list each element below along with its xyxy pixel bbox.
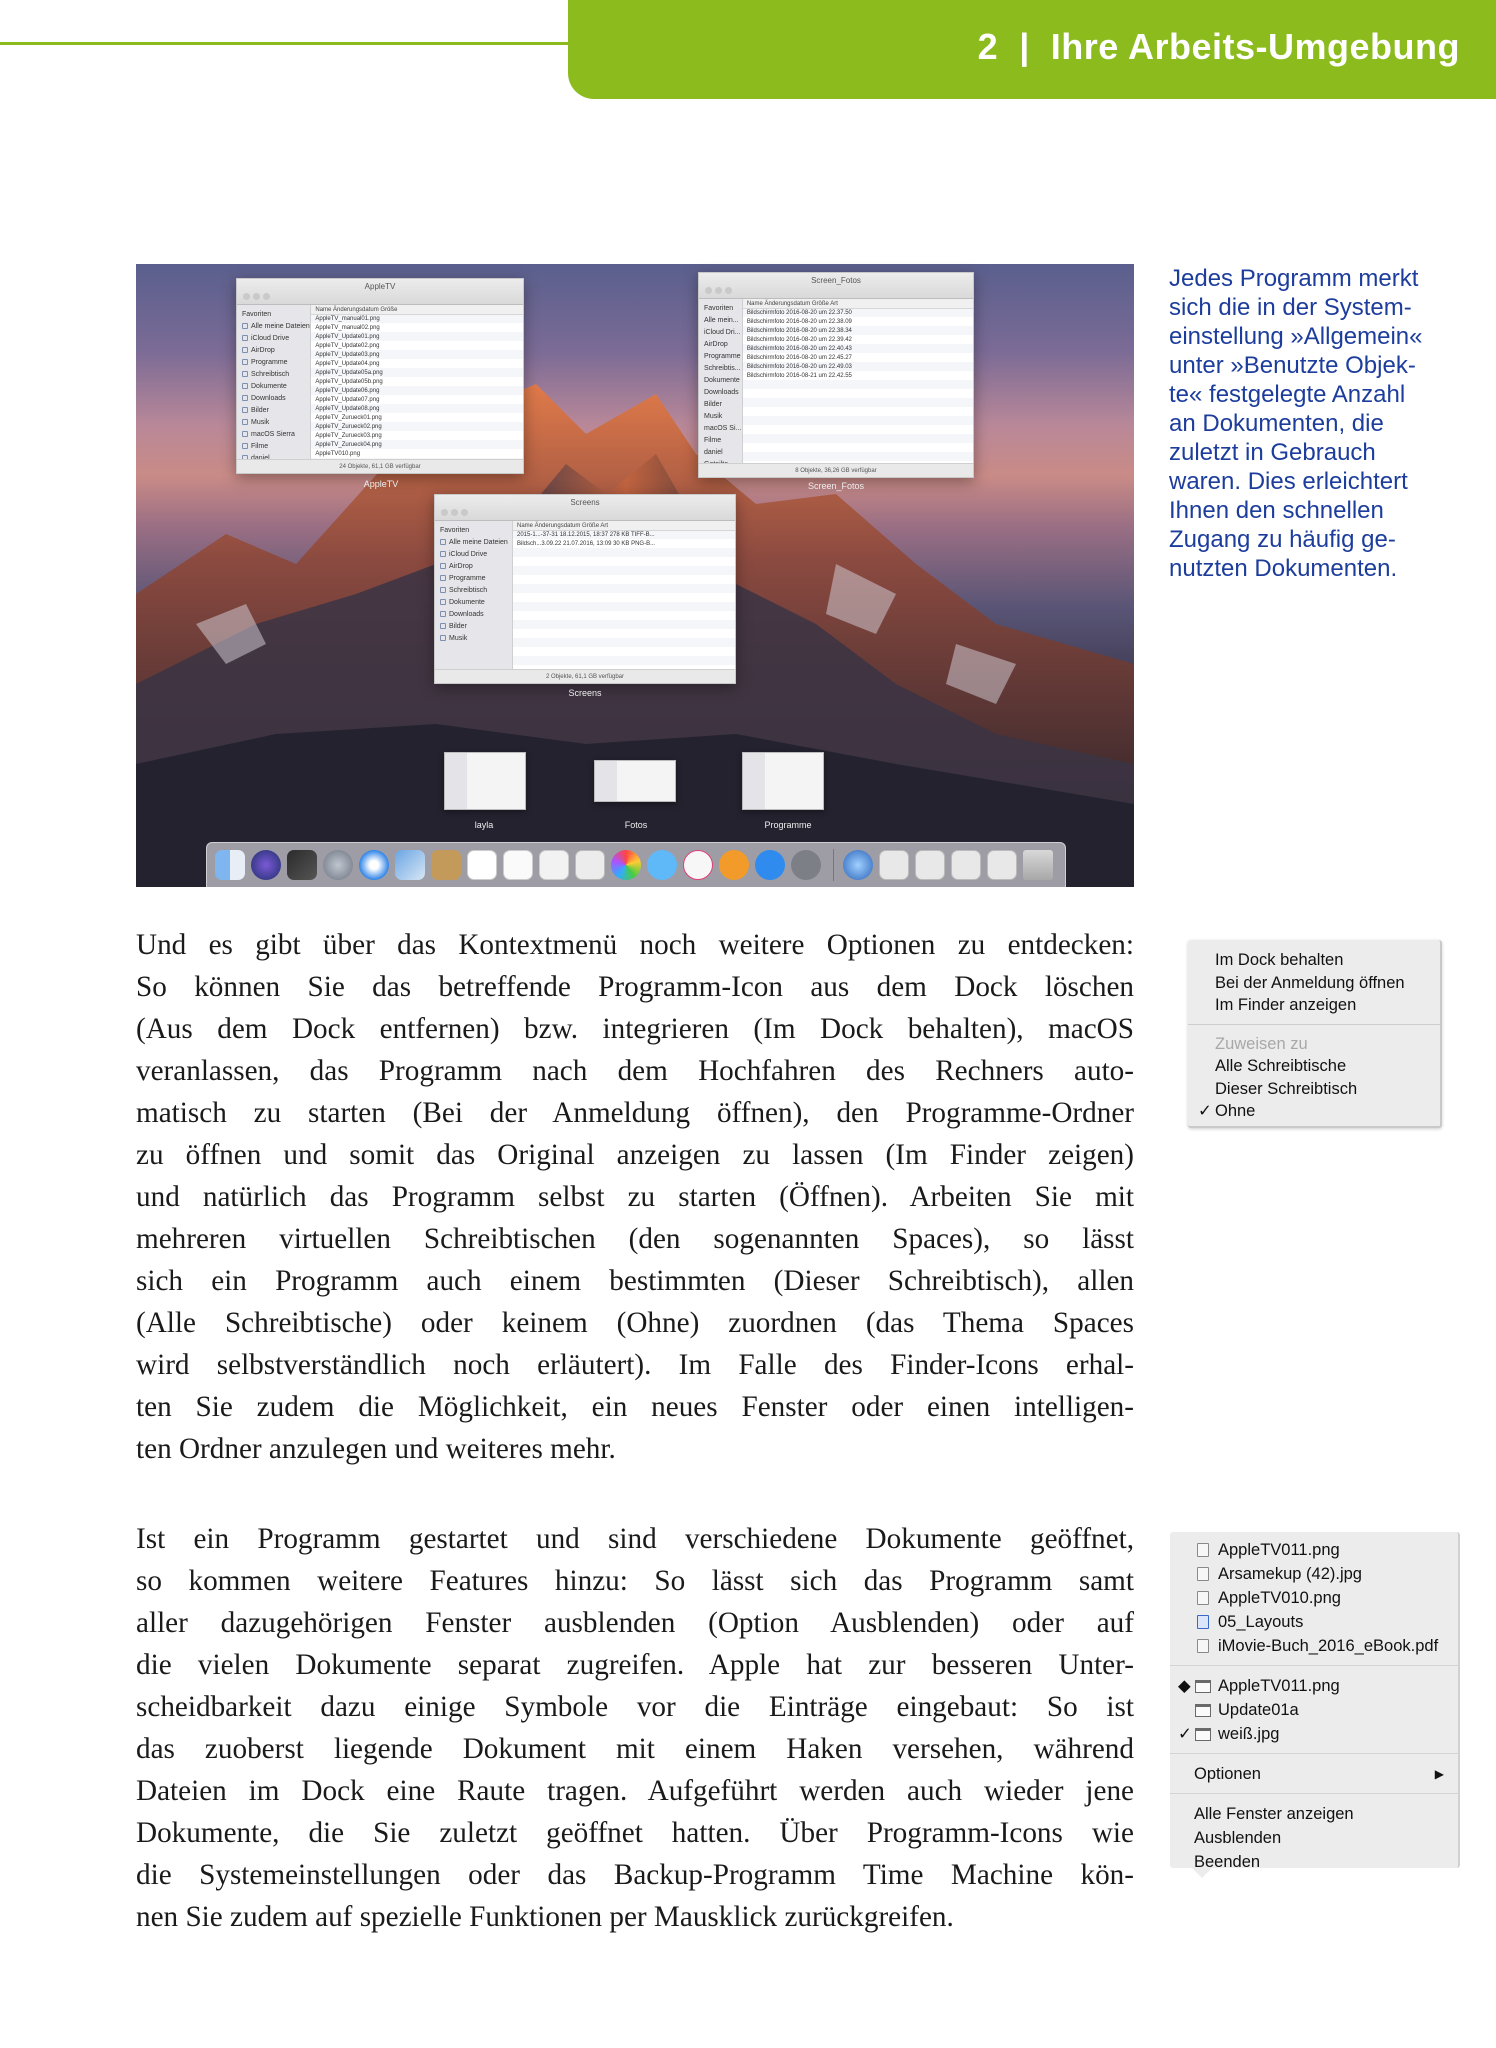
reminders-icon[interactable] (539, 850, 569, 880)
text-line: scheidbarkeit dazu einige Symbole vor die Einträge eingebaut: So ist (136, 1691, 1134, 1723)
chapter-heading (978, 26, 1460, 68)
space-label: Programme (764, 820, 812, 830)
launchpad-icon[interactable] (323, 850, 353, 880)
file-row[interactable]: AppleTV_Update03.png (315, 352, 380, 358)
document-stack-icon[interactable] (915, 850, 945, 880)
text-line: (Aus dem Dock entfernen) bzw. integrieren (Im Dock behalten), macOS (136, 1013, 1134, 1045)
text-line: veranlassen, das Programm nach dem Hochfahren des Rechners auto- (136, 1055, 1134, 1087)
finder-sidebar (237, 305, 311, 459)
text-line: das zuoberst liegende Dokument mit einem Haken versehen, während (136, 1733, 1134, 1765)
file-row[interactable]: AppleTV_Update01.png (315, 334, 380, 340)
sidebar-item: daniel (704, 449, 723, 456)
file-row[interactable]: AppleTV_Zurueck01.png (315, 415, 382, 421)
file-list (311, 305, 523, 459)
menu-item-keep-in-dock[interactable]: Im Dock behalten (1215, 951, 1344, 969)
sidebar-item: Programme (242, 357, 305, 369)
menu-header-assign-to: Zuweisen zu (1215, 1034, 1308, 1053)
finder-window-screen-fotos[interactable] (698, 272, 974, 478)
text-line: die vielen Dokumente separat zugreifen. Apple hat zur besseren Unter- (136, 1649, 1134, 1681)
music-icon (440, 635, 446, 641)
sidebar-item: Dokumente (704, 377, 740, 384)
caption-line: te« festgelegte Anzahl (1169, 381, 1406, 408)
mail-icon[interactable] (395, 850, 425, 880)
chapter-header-bar (568, 0, 1496, 99)
siri-icon[interactable] (251, 850, 281, 880)
file-row[interactable]: AppleTV_Zurueck03.png (315, 433, 382, 439)
text-line: Und es gibt über das Kontextmenü noch weitere Optionen zu entdecken: (136, 929, 1134, 961)
dashboard-icon[interactable] (287, 850, 317, 880)
window-icon (1195, 1728, 1211, 1741)
menu-separator (1170, 1793, 1458, 1794)
column-headers: Name Änderungsdatum Größe Art (743, 299, 973, 309)
caption-line: einstellung »Allgemein« (1169, 323, 1423, 350)
file-row[interactable]: Bildschirmfoto 2016-08-20 um 22.49.03 (746, 364, 852, 370)
calendar-icon[interactable] (467, 850, 497, 880)
sidebar-item: Musik (242, 417, 305, 429)
sidebar-item: AirDrop (704, 341, 728, 348)
open-window-item[interactable]: Update01a (1170, 1698, 1458, 1722)
disk-icon (242, 431, 248, 437)
body-paragraph-documents (136, 1518, 1134, 1938)
music-icon (242, 419, 248, 425)
film-icon (242, 443, 248, 449)
window-status-bar: 24 Objekte, 61,1 GB verfügbar (237, 459, 523, 473)
menu-item-all-desktops[interactable]: Alle Schreibtische (1215, 1057, 1347, 1075)
caption-line: Zugang zu häufig ge- (1169, 526, 1396, 553)
submenu-arrow-icon: ▶ (1434, 1767, 1444, 1781)
folder-icon (440, 539, 446, 545)
file-row[interactable]: Bildschirmfoto 2016-08-20 um 22.38.34 (746, 328, 852, 334)
document-stack-icon[interactable] (987, 850, 1017, 880)
file-row[interactable]: AppleTV_Update08.png (315, 406, 380, 412)
image-file-icon (1197, 1543, 1209, 1557)
finder-sidebar (435, 521, 513, 669)
text-line: ten Ordner anzulegen und weiteres mehr. (136, 1433, 616, 1465)
sidebar-item: Schreibtis... (704, 365, 741, 372)
menu-separator (1170, 1753, 1458, 1754)
window-status-bar: 2 Objekte, 61,1 GB verfügbar (435, 669, 735, 683)
header-rule (0, 42, 575, 45)
menu-separator (1188, 1024, 1440, 1025)
text-line: So können Sie das betreffende Programm-Icon aus dem Dock löschen (136, 971, 1134, 1003)
menu-item-open-at-login[interactable]: Bei der Anmeldung öffnen (1215, 973, 1405, 992)
sidebar-item: macOS Si... (704, 425, 742, 432)
figure-caption (1169, 264, 1469, 583)
download-icon (440, 611, 446, 617)
sidebar-item: Alle meine Dateien (440, 537, 507, 549)
sidebar-item: Bilder (440, 621, 507, 633)
image-icon (440, 623, 446, 629)
apps-icon (440, 575, 446, 581)
text-line: (Alle Schreibtische) oder keinem (Ohne) zuordnen (das Thema Spaces (136, 1307, 1134, 1339)
sidebar-item: AirDrop (242, 345, 305, 357)
file-row[interactable]: AppleTV_Update05a.png (315, 370, 383, 376)
open-window-item[interactable]: ✓ weiß.jpg (1170, 1722, 1458, 1746)
file-row[interactable]: AppleTV_Zurueck02.png (315, 424, 382, 430)
column-headers: Name Änderungsdatum Größe (311, 305, 523, 315)
file-row[interactable]: AppleTV_Update07.png (315, 397, 380, 403)
sidebar-item: Downloads (704, 389, 739, 396)
sidebar-item: AirDrop (440, 561, 507, 573)
file-row[interactable]: Bildschirmfoto 2016-08-21 um 22.42.55 (746, 373, 852, 379)
window-label-screen-fotos: Screen_Fotos (807, 481, 865, 491)
sidebar-item: Bilder (704, 401, 722, 408)
open-window-item[interactable]: ◆ AppleTV011.png (1170, 1674, 1458, 1698)
window-titlebar[interactable] (435, 495, 735, 521)
file-row[interactable]: Bildschirmfoto 2016-08-20 um 22.38.09 (746, 319, 852, 325)
space-thumbnail[interactable] (444, 752, 526, 810)
window-label-appletv: AppleTV (363, 479, 399, 489)
cloud-icon (242, 335, 248, 341)
sidebar-item: iCloud Drive (440, 549, 507, 561)
text-line: zu öffnen und somit das Original anzeigen zu lassen (Im Finder zeigen) (136, 1139, 1134, 1171)
system-preferences-icon[interactable] (791, 850, 821, 880)
apps-icon (242, 359, 248, 365)
mission-control-screenshot (136, 264, 1134, 887)
contacts-icon[interactable] (431, 850, 461, 880)
messages-icon[interactable] (647, 850, 677, 880)
text-line: Dokumente, die Sie zuletzt geöffnet hatten. Über Programm-Icons wie (136, 1817, 1134, 1849)
finder-window-appletv[interactable] (236, 278, 524, 474)
file-row[interactable]: AppleTV_Update02.png (315, 343, 380, 349)
layout-file-icon (1197, 1615, 1209, 1629)
text-line: und natürlich das Programm selbst zu starten (Öffnen). Arbeiten Sie mit (136, 1181, 1134, 1213)
menu-item-none[interactable] (1188, 1100, 1440, 1123)
text-line: wird selbstverständlich noch erläutert). Im Falle des Finder-Icons erhal- (136, 1349, 1134, 1381)
window-title: Screen_Fotos (811, 276, 861, 285)
file-row[interactable]: 2015-1...-37-31 18.12.2015, 18:37 278 KB TIFF-B... (517, 532, 655, 538)
file-row[interactable]: Bildschirmfoto 2016-08-20 um 22.39.42 (746, 337, 852, 343)
recent-file-item[interactable]: 05_Layouts (1170, 1610, 1458, 1634)
recent-file-item[interactable]: Arsamekup (42).jpg (1170, 1562, 1458, 1586)
safari-icon[interactable] (359, 850, 389, 880)
dock-separator (833, 849, 834, 881)
window-titlebar[interactable] (699, 273, 973, 299)
document-icon (440, 599, 446, 605)
space-thumbnail[interactable] (594, 760, 676, 802)
document-stack-icon[interactable] (879, 850, 909, 880)
sidebar-item: Schreibtisch (440, 585, 507, 597)
caption-line: waren. Dies erleichtert (1169, 468, 1408, 495)
desktop-icon (440, 587, 446, 593)
photos-icon[interactable] (611, 850, 641, 880)
file-row[interactable]: AppleTV_Update04.png (315, 361, 380, 367)
menu-item-hide[interactable]: Ausblenden (1194, 1829, 1282, 1847)
sidebar-item: Alle meine Dateien (242, 321, 305, 333)
sidebar-item: Dokumente (242, 381, 305, 393)
checkmark-icon: ✓ (1198, 1102, 1212, 1120)
sidebar-item: Musik (440, 633, 507, 645)
recent-file-item[interactable]: AppleTV011.png (1170, 1538, 1458, 1562)
chapter-title: Ihre Arbeits-Umgebung (1050, 26, 1460, 67)
chapter-separator: | (1019, 26, 1030, 67)
caption-line: nutzten Dokumenten. (1169, 555, 1398, 582)
text-line: Dateien im Dock eine Raute tragen. Aufgeführt werden auch wieder jene (136, 1775, 1134, 1807)
menu-item-options[interactable]: Optionen ▶ (1170, 1762, 1458, 1786)
network-icon[interactable] (843, 850, 873, 880)
text-line: Ist ein Programm gestartet und sind verschiedene Dokumente geöffnet, (136, 1523, 1134, 1555)
file-row[interactable]: AppleTV_Update05b.png (315, 379, 383, 385)
cloud-icon (440, 551, 446, 557)
airdrop-icon (440, 563, 446, 569)
window-status-bar: 8 Objekte, 36,26 GB verfügbar (699, 463, 973, 477)
window-title: AppleTV (364, 282, 396, 291)
sidebar-item: Bilder (242, 405, 305, 417)
menu-item-show-in-finder[interactable]: Im Finder anzeigen (1215, 996, 1357, 1014)
sidebar-item: Programme (440, 573, 507, 585)
file-row[interactable]: Bildschirmfoto 2016-08-20 um 22.37.50 (746, 310, 852, 316)
sidebar-item: macOS Sierra (242, 429, 305, 441)
image-icon (242, 407, 248, 413)
sidebar-item: Downloads (242, 393, 305, 405)
menu-item-label: Ohne (1215, 1102, 1256, 1120)
checkmark-icon: ✓ (1178, 1725, 1192, 1743)
sidebar-item: Dokumente (440, 597, 507, 609)
caption-line: an Dokumenten, die (1169, 410, 1384, 437)
menu-separator (1170, 1665, 1458, 1666)
maps-icon[interactable] (575, 850, 605, 880)
file-row[interactable]: Bildsch...3.09.22 21.07.2016, 13:09 30 KB PNG-B... (517, 541, 656, 547)
recent-file-item[interactable]: iMovie-Buch_2016_eBook.pdf (1170, 1634, 1458, 1658)
caption-line: sich die in der System- (1169, 294, 1412, 321)
app-document-menu (1170, 1532, 1460, 1871)
window-title: Screens (570, 498, 600, 507)
download-icon (242, 395, 248, 401)
text-line: sich ein Programm auch einem bestimmten (Dieser Schreibtisch), allen (136, 1265, 1134, 1297)
body-paragraph-context-menu (136, 924, 1134, 1470)
window-icon (1195, 1680, 1211, 1693)
file-row[interactable]: AppleTV_Update06.png (315, 388, 380, 394)
recent-file-item[interactable]: AppleTV010.png (1170, 1586, 1458, 1610)
image-file-icon (1197, 1591, 1209, 1605)
sidebar-item: Favoriten (242, 311, 272, 318)
itunes-icon[interactable] (683, 850, 713, 880)
text-line: ten Sie zudem die Möglichkeit, ein neues Fenster oder einen intelligen- (136, 1391, 1134, 1423)
sidebar-item: Favoriten (440, 527, 470, 534)
trash-icon[interactable] (1023, 850, 1053, 880)
document-icon (242, 383, 248, 389)
space-label: layla (474, 820, 494, 830)
file-list (513, 521, 735, 669)
sidebar-item: Downloads (440, 609, 507, 621)
file-list (743, 299, 973, 463)
caption-line: Jedes Programm merkt (1169, 265, 1419, 292)
sidebar-item: Programme (704, 353, 741, 360)
space-thumbnail[interactable] (742, 752, 824, 810)
column-headers: Name Änderungsdatum Größe Art (513, 521, 735, 531)
text-line: so kommen weitere Features hinzu: So lässt sich das Programm samt (136, 1565, 1134, 1597)
sidebar-item: Alle mein... (704, 317, 739, 324)
file-row[interactable]: Bildschirmfoto 2016-08-20 um 22.45.27 (746, 355, 852, 361)
file-row[interactable]: AppleTV_manual02.png (315, 325, 380, 331)
image-file-icon (1197, 1567, 1209, 1581)
file-row[interactable]: AppleTV_manual01.png (315, 316, 380, 322)
caption-line: Ihnen den schnellen (1169, 497, 1384, 524)
app-store-icon[interactable] (755, 850, 785, 880)
text-line: aller dazugehörigen Fenster ausblenden (Option Ausblenden) oder auf (136, 1607, 1134, 1639)
window-label-screens: Screens (568, 688, 602, 698)
sidebar-item: Musik (704, 413, 723, 420)
dock-context-menu (1188, 940, 1442, 1128)
file-row[interactable]: Bildschirmfoto 2016-08-20 um 22.40.43 (746, 346, 852, 352)
folder-icon (242, 323, 248, 329)
text-line: nen Sie zudem auf spezielle Funktionen per Mausklick zurückgreifen. (136, 1901, 954, 1933)
finder-window-screens[interactable] (434, 494, 736, 684)
finder-sidebar (699, 299, 743, 463)
sidebar-item: Filme (242, 441, 305, 453)
text-line: matisch zu starten (Bei der Anmeldung öffnen), den Programme-Ordner (136, 1097, 1134, 1129)
text-line: die Systemeinstellungen oder das Backup-Programm Time Machine kön- (136, 1859, 1134, 1891)
caption-line: zuletzt in Gebrauch (1169, 439, 1376, 466)
notes-icon[interactable] (503, 850, 533, 880)
sidebar-item: iCloud Dri... (704, 329, 741, 336)
ibooks-icon[interactable] (719, 850, 749, 880)
sidebar-item: Schreibtisch (242, 369, 305, 381)
sidebar-item: Filme (704, 437, 722, 444)
desktop-icon (242, 371, 248, 377)
caption-line: unter »Benutzte Objek- (1169, 352, 1416, 379)
file-row[interactable]: AppleTV_Zurueck04.png (315, 442, 382, 448)
file-row[interactable]: AppleTV010.png (315, 451, 361, 457)
finder-icon[interactable] (215, 850, 245, 880)
text-line: mehreren virtuellen Schreibtischen (den sogenannten Spaces), so lässt (136, 1223, 1134, 1255)
dock (206, 842, 1066, 887)
window-titlebar[interactable] (237, 279, 523, 305)
document-stack-icon[interactable] (951, 850, 981, 880)
sidebar-item: Favoriten (704, 305, 734, 312)
airdrop-icon (242, 347, 248, 353)
pdf-file-icon (1197, 1639, 1209, 1653)
menu-item-this-desktop[interactable]: Dieser Schreibtisch (1215, 1079, 1358, 1098)
diamond-icon: ◆ (1178, 1677, 1191, 1695)
menu-item-show-all-windows[interactable]: Alle Fenster anzeigen (1194, 1805, 1354, 1823)
window-icon (1195, 1704, 1211, 1717)
menu-item-quit[interactable]: Beenden (1194, 1853, 1261, 1871)
chapter-number: 2 (977, 26, 999, 67)
sidebar-item: iCloud Drive (242, 333, 305, 345)
space-label: Fotos (624, 820, 648, 830)
